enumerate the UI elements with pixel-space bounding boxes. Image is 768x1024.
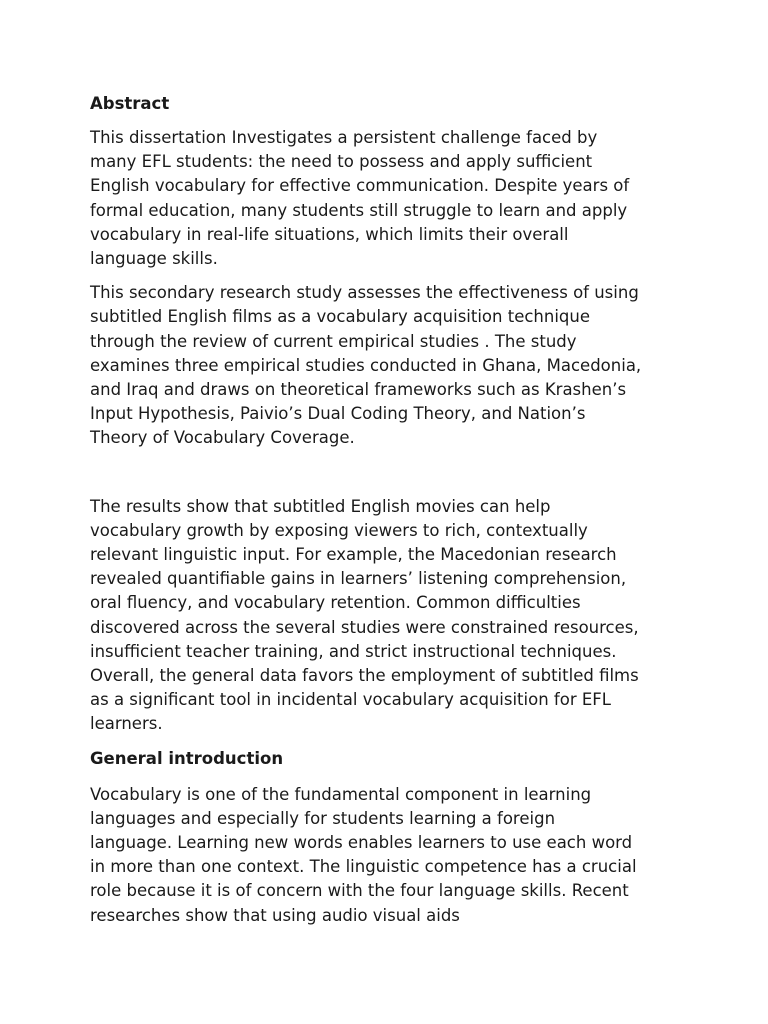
general-introduction-heading: General introduction bbox=[90, 748, 284, 768]
abstract-heading: Abstract bbox=[90, 94, 170, 113]
introduction-paragraph: Vocabulary is one of the fundamental component in learning languages and especially for students learning a foreign language. Learning new words enables learners to use each word in more than one context. The linguistic competence has a crucial role because it is of concern with the four language skills. Recent researches show that using audio visual aids bbox=[90, 784, 637, 925]
abstract-paragraph-3: The results show that subtitled English movies can help vocabulary growth by exposing viewers to rich, contextually relevant linguistic input. For example, the Macedonian research revealed quantifiable gains in learners’ listening comprehension, oral fluency, and vocabulary retention. Common difficulties discovered across the several studies were constrained resources, insufficient teacher training, and strict instructional techniques. Overall, the general data favors the employment of subtitled films as a significant tool in incidental vocabulary acquisition for EFL learners. bbox=[90, 496, 639, 734]
abstract-paragraph-1: This dissertation Investigates a persistent challenge faced by many EFL students: the need to possess and apply sufficient English vocabulary for effective communication. Despite years of formal education, many students still struggle to learn and apply vocabulary in real-life situations, which limits their overall language skills. bbox=[90, 128, 630, 269]
document-page bbox=[90, 92, 690, 928]
abstract-paragraph-2: This secondary research study assesses the effectiveness of using subtitled English films as a vocabulary acquisition technique through the review of current empirical studies . The study examines three empirical studies conducted in Ghana, Macedonia, and Iraq and draws on theoretical frameworks such as Krashen’s Input Hypothesis, Paivio’s Dual Coding Theory, and Nation’s Theory of Vocabulary Coverage. bbox=[90, 283, 642, 448]
